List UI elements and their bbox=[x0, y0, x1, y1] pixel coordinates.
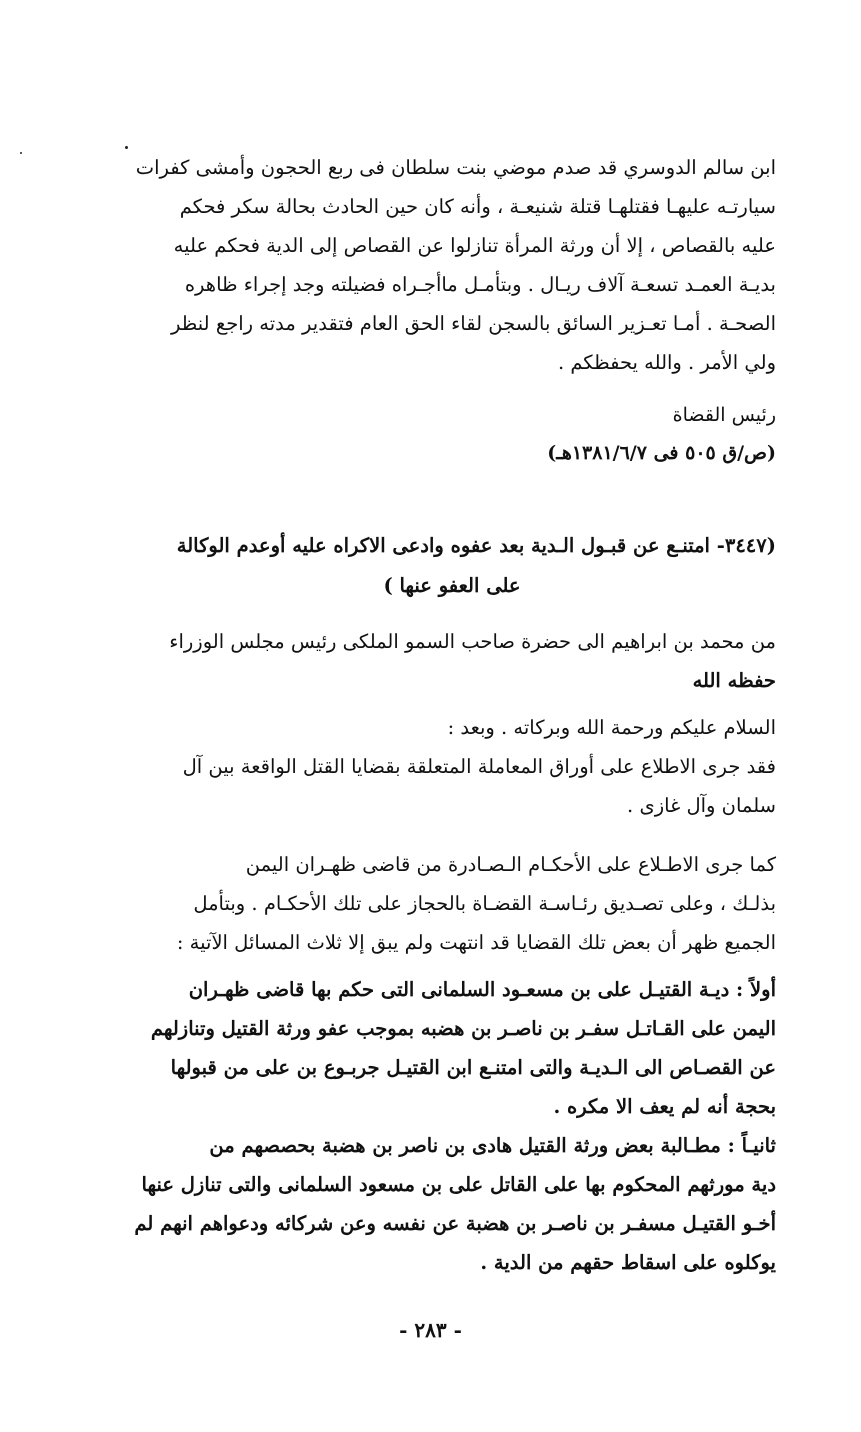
address-line bbox=[128, 622, 776, 700]
text-line: السلام عليكم ورحمة الله وبركاته . وبعد : bbox=[447, 716, 776, 740]
document-reference: (ص/ق ٥٠٥ فى ١٣٨١/٦/٧هـ) bbox=[547, 442, 776, 464]
text-line: من محمد بن ابراهيم الى حضرة صاحب السمو الملكى رئيس مجلس الوزراء bbox=[169, 630, 776, 654]
point-one bbox=[128, 970, 776, 1126]
text-line: ولي الأمر . والله يحفظكم . bbox=[557, 351, 776, 374]
text-line: بذلـك ، وعلى تصـديق رئـاسـة القضـاة بالحجاز على تلك الأحكـام . وبتأمل bbox=[193, 892, 776, 916]
text-line: بديـة العمـد تسعـة آلاف ريـال . وبتأمـل ماأجـراه فضيلته وجد إجراء ظاهره bbox=[184, 273, 776, 296]
section-heading-line: على العفو عنها ) bbox=[383, 574, 521, 597]
scan-speck bbox=[20, 152, 22, 154]
text-line: الجميع ظهر أن بعض تلك القضايا قد انتهت ولم يبق إلا ثلاث المسائل الآتية : bbox=[176, 931, 776, 955]
text-line: أخـو القتيـل مسفـر بن ناصـر بن هضبة عن نفسه وعن شركائه ودعواهم انهم لم bbox=[134, 1212, 776, 1236]
section-heading-line: (٣٤٤٧- امتنـع عن قبـول الـدية بعد عفوه وادعى الاكراه عليه أوعدم الوكالة bbox=[176, 534, 776, 557]
text-line: سيارتـه عليهـا فقتلهـا قتلة شنيعـة ، وأنه كان حين الحادث بحالة سكر فحكم bbox=[179, 195, 776, 218]
text-line: كما جرى الاطـلاع على الأحكـام الـصـادرة من قاضى ظهـران اليمن bbox=[245, 853, 776, 877]
text-line: ثانيـاً : مطـالبة بعض ورثة القتيل هادى بن ناصر بن هضبة بحصصهم من bbox=[209, 1134, 776, 1158]
second-paragraph bbox=[128, 845, 776, 962]
document-page bbox=[128, 148, 776, 1282]
text-line: يوكلوه على اسقاط حقهم من الدية . bbox=[480, 1251, 776, 1275]
text-line: عن القصـاص الى الـديـة والتى امتنـع ابن القتيـل جربـوع بن على من قبولها bbox=[170, 1056, 776, 1080]
text-line: الصحـة . أمـا تعـزير السائق بالسجن لقاء الحق العام فتقدير مدته راجع لنظر bbox=[171, 312, 776, 335]
text-line: فقد جرى الاطلاع على أوراق المعاملة المتعلقة بقضايا القتل الواقعة بين آل bbox=[182, 755, 776, 779]
text-line: ابن سالم الدوسري قد صدم موضي بنت سلطان فى ربع الحجون وأمشى كفرات bbox=[135, 156, 776, 179]
text-line: أولاً : ديـة القتيـل على بن مسعـود السلمانى التى حكم بها قاضى ظهـران bbox=[188, 978, 776, 1002]
section-heading bbox=[128, 526, 776, 606]
point-two bbox=[128, 1126, 776, 1282]
first-paragraph bbox=[128, 747, 776, 825]
text-line: بحجة أنه لم يعف الا مكره . bbox=[553, 1095, 776, 1119]
signature-title: رئيس القضاة bbox=[672, 404, 776, 426]
text-line: اليمن على القـاتـل سفـر بن ناصـر بن هضبه بموجب عفو ورثة القتيل وتنازلهم bbox=[150, 1017, 776, 1041]
signature-block bbox=[128, 396, 776, 472]
text-line: سلمان وآل غازى . bbox=[627, 794, 776, 818]
page-number: - ٢٨٣ - bbox=[399, 1318, 462, 1342]
text-line: عليه بالقصاص ، إلا أن ورثة المرأة تنازلوا عن القصاص إلى الدية فحكم عليه bbox=[173, 234, 776, 257]
intro-paragraph bbox=[128, 148, 776, 382]
text-line: دية مورثهم المحكوم بها على القاتل على بن مسعود السلمانى والتى تنازل عنها bbox=[141, 1173, 776, 1197]
greeting bbox=[128, 708, 776, 747]
text-line: حفظه الله bbox=[692, 669, 776, 693]
